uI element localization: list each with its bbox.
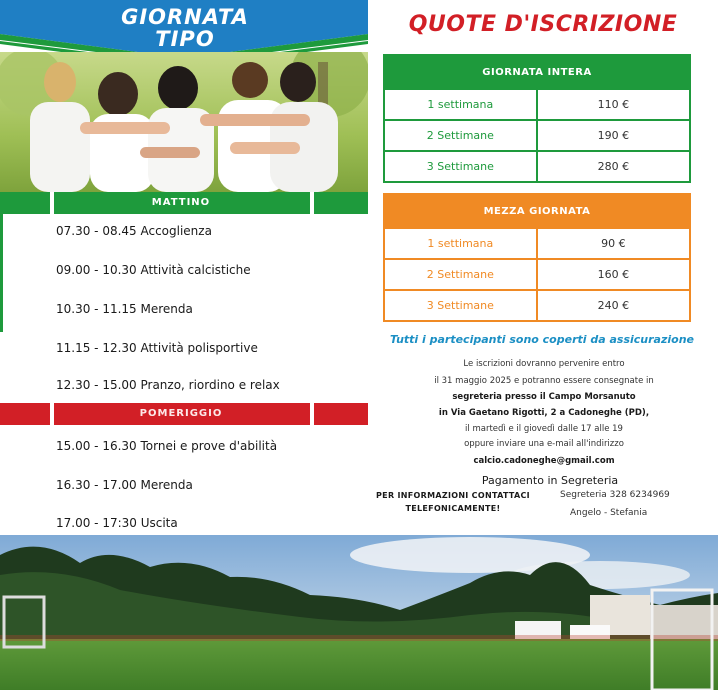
schedule-item-mattino-3: 10.30 - 11.15 Merenda bbox=[56, 302, 193, 316]
kids-photo-image bbox=[0, 52, 368, 192]
table-row bbox=[384, 228, 690, 259]
schedule-item-pomeriggio-1: 15.00 - 16.30 Tornei e prove d'abilità bbox=[56, 439, 278, 453]
mattino-label: MATTINO bbox=[151, 197, 211, 208]
table-row bbox=[384, 89, 690, 120]
field-photo bbox=[0, 535, 718, 690]
giornata-tipo-column bbox=[0, 0, 368, 535]
mezza-giornata-table bbox=[383, 193, 691, 322]
info-line-2: il 31 maggio 2025 e potranno essere consegnate in bbox=[434, 376, 654, 386]
quote-title: QUOTE D'ISCRIZIONE bbox=[408, 12, 678, 37]
intera-row-3-price: 280 € bbox=[537, 151, 690, 182]
schedule-item-mattino-2: 09.00 - 10.30 Attività calcistiche bbox=[56, 263, 251, 277]
pomeriggio-label: POMERIGGIO bbox=[139, 408, 223, 419]
pagamento-note: Pagamento in Segreteria bbox=[481, 474, 619, 487]
banner-title-line2: TIPO bbox=[155, 27, 215, 51]
schedule-item-pomeriggio-2: 16.30 - 17.00 Merenda bbox=[56, 478, 193, 492]
intera-row-1-price: 110 € bbox=[537, 89, 690, 120]
contact-line-1: PER INFORMAZIONI CONTATTACI bbox=[376, 491, 530, 500]
field-photo-image bbox=[0, 535, 718, 690]
mezza-row-2-price: 160 € bbox=[537, 259, 690, 290]
contact-note bbox=[368, 489, 538, 515]
giornata-intera-table bbox=[383, 54, 691, 183]
schedule-item-mattino-5: 12.30 - 15.00 Pranzo, riordino e relax bbox=[56, 378, 280, 392]
info-line-1: Le iscrizioni dovranno pervenire entro bbox=[463, 359, 625, 369]
intera-row-2-label: 2 Settimane bbox=[384, 120, 537, 151]
table-row bbox=[384, 259, 690, 290]
mezza-giornata-header: MEZZA GIORNATA bbox=[384, 194, 690, 228]
banner-title-line1: GIORNATA bbox=[121, 5, 249, 29]
mezza-row-1-price: 90 € bbox=[537, 228, 690, 259]
table-row bbox=[384, 290, 690, 321]
mezza-row-2-label: 2 Settimane bbox=[384, 259, 537, 290]
schedule-item-pomeriggio-3: 17.00 - 17:30 Uscita bbox=[56, 516, 178, 530]
info-line-6: oppure inviare una e-mail all'indirizzo bbox=[464, 439, 624, 449]
table-row bbox=[384, 151, 690, 182]
mezza-row-1-label: 1 settimana bbox=[384, 228, 537, 259]
intera-row-3-label: 3 Settimane bbox=[384, 151, 537, 182]
insurance-note: Tutti i partecipanti sono coperti da assicurazione bbox=[389, 333, 694, 346]
mezza-row-3-price: 240 € bbox=[537, 290, 690, 321]
kids-photo bbox=[0, 52, 368, 192]
info-line-4: in Via Gaetano Rigotti, 2 a Cadoneghe (PD), bbox=[438, 408, 650, 418]
giornata-intera-header: GIORNATA INTERA bbox=[384, 55, 690, 89]
left-accent-bar bbox=[0, 214, 3, 332]
contact-names: Angelo - Stefania bbox=[570, 508, 648, 518]
info-line-3: segreteria presso il Campo Morsanuto bbox=[452, 392, 636, 402]
info-line-5: il martedì e il giovedì dalle 17 alle 19 bbox=[465, 424, 623, 434]
banner-title bbox=[60, 6, 310, 50]
pomeriggio-band bbox=[0, 403, 368, 425]
contact-line-2: TELEFONICAMENTE! bbox=[405, 504, 501, 513]
table-row bbox=[384, 120, 690, 151]
mezza-row-3-label: 3 Settimane bbox=[384, 290, 537, 321]
email-address[interactable]: calcio.cadoneghe@gmail.com bbox=[473, 456, 615, 466]
schedule-item-mattino-1: 07.30 - 08.45 Accoglienza bbox=[56, 224, 212, 238]
mattino-band bbox=[0, 192, 368, 214]
intera-row-2-price: 190 € bbox=[537, 120, 690, 151]
schedule-item-mattino-4: 11.15 - 12.30 Attività polisportive bbox=[56, 341, 258, 355]
intera-row-1-label: 1 settimana bbox=[384, 89, 537, 120]
segreteria-phone: Segreteria 328 6234969 bbox=[560, 490, 670, 500]
